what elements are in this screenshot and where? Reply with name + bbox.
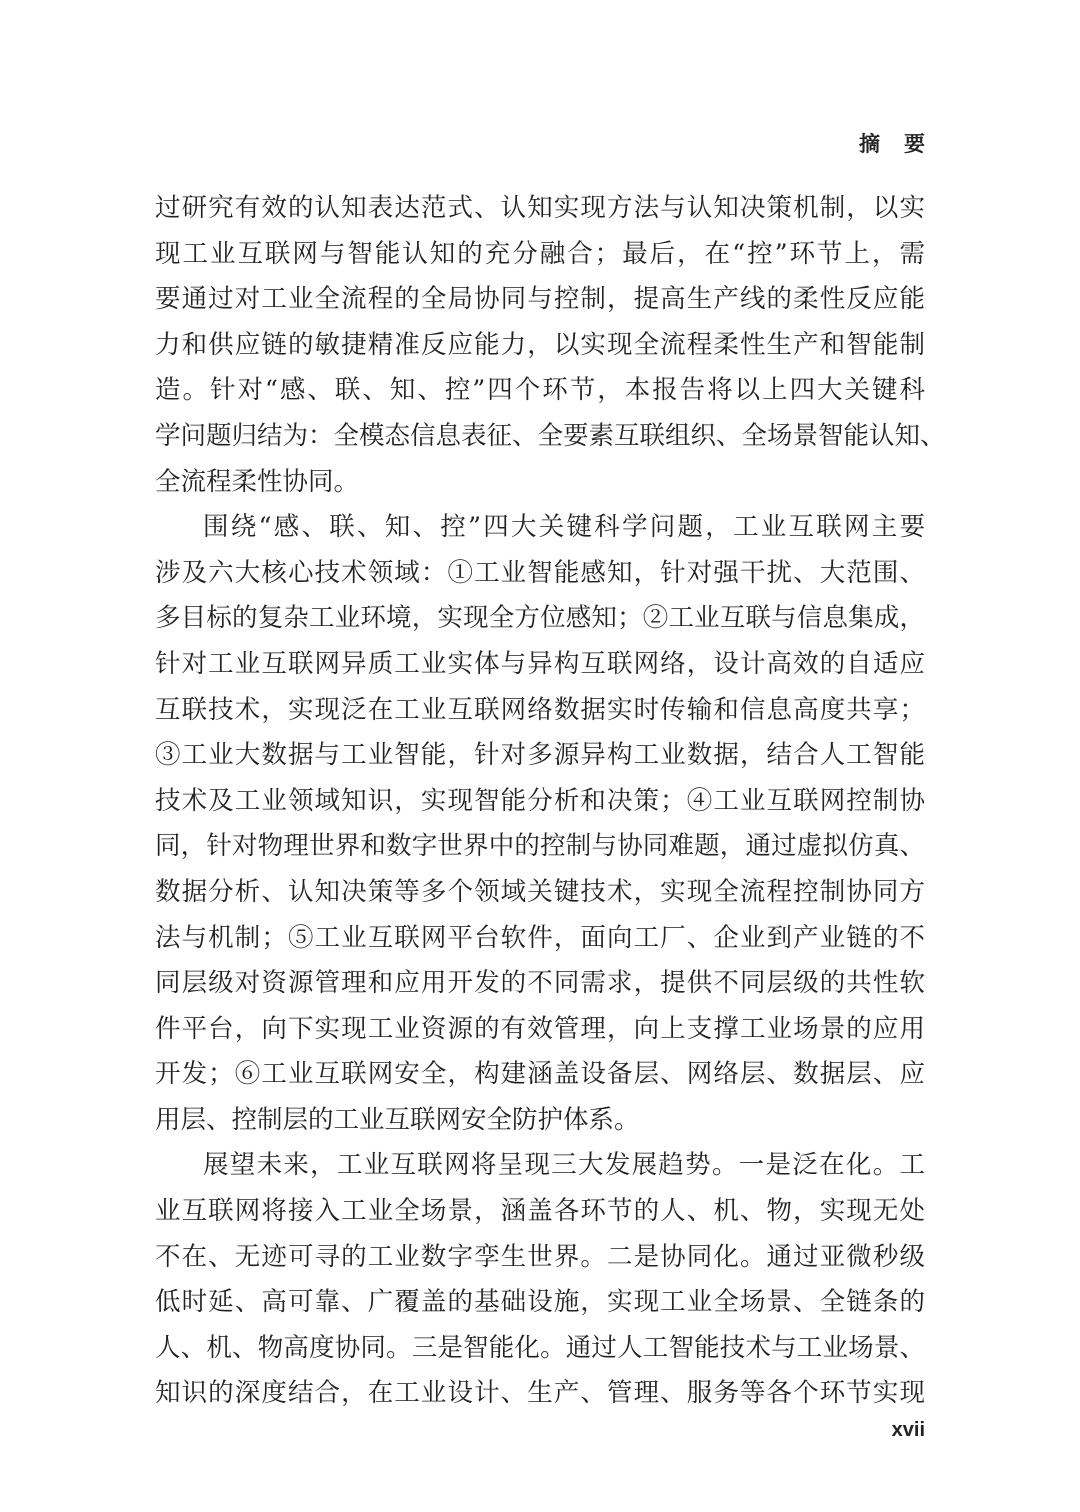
text-line: 造。针对“感、联、知、控”四个环节，本报告将以上四大关键科 — [155, 375, 925, 406]
text-line: 业互联网将接入工业全场景，涵盖各环节的人、机、物，实现无处 — [155, 1196, 925, 1227]
text-line: 涉及六大核心技术领域：①工业智能感知，针对强干扰、大范围、 — [155, 557, 925, 588]
paragraph-1 — [155, 186, 946, 505]
page-number: xvii — [891, 1419, 925, 1441]
text-line: 不在、无迹可寻的工业数字孪生世界。二是协同化。通过亚微秒级 — [155, 1241, 925, 1272]
text-line: 学问题归结为：全模态信息表征、全要素互联组织、全场景智能认知、 — [155, 420, 946, 451]
text-line: 人、机、物高度协同。三是智能化。通过人工智能技术与工业场景、 — [155, 1332, 925, 1363]
text-line: 全流程柔性协同。 — [155, 466, 360, 497]
text-line: 针对工业互联网异质工业实体与异构互联网络，设计高效的自适应 — [155, 648, 925, 679]
text-line: 数据分析、认知决策等多个领域关键技术，实现全流程控制协同方 — [155, 876, 925, 907]
text-line: 件平台，向下实现工业资源的有效管理，向上支撑工业场景的应用 — [155, 1013, 925, 1044]
text-line: 用层、控制层的工业互联网安全防护体系。 — [155, 1104, 640, 1135]
text-line: 同，针对物理世界和数字世界中的控制与协同难题，通过虚拟仿真、 — [155, 831, 925, 862]
text-line: 过研究有效的认知表达范式、认知实现方法与认知决策机制，以实 — [155, 193, 925, 223]
text-line: 多目标的复杂工业环境，实现全方位感知；②工业互联与信息集成， — [155, 603, 925, 634]
text-line: 力和供应链的敏捷精准反应能力，以实现全流程柔性生产和智能制 — [155, 329, 925, 360]
body-text — [155, 186, 946, 1417]
text-line: 展望未来，工业互联网将呈现三大发展趋势。一是泛在化。工 — [203, 1150, 925, 1181]
text-line: ③工业大数据与工业智能，针对多源异构工业数据，结合人工智能 — [155, 740, 925, 771]
text-line: 围绕“感、联、知、控”四大关键科学问题，工业互联网主要 — [203, 512, 925, 543]
paragraph-2 — [155, 505, 925, 1143]
text-line: 现工业互联网与智能认知的充分融合；最后，在“控”环节上，需 — [155, 238, 925, 269]
text-line: 法与机制；⑤工业互联网平台软件，面向工厂、企业到产业链的不 — [155, 922, 925, 953]
text-line: 互联技术，实现泛在工业互联网络数据实时传输和信息高度共享； — [155, 694, 925, 725]
paragraph-3 — [155, 1143, 925, 1417]
running-header: 摘要 — [859, 131, 949, 156]
text-line: 低时延、高可靠、广覆盖的基础设施，实现工业全场景、全链条的 — [155, 1287, 925, 1318]
text-line: 知识的深度结合，在工业设计、生产、管理、服务等各个环节实现 — [155, 1378, 925, 1409]
text-line: 要通过对工业全流程的全局协同与控制，提高生产线的柔性反应能 — [155, 284, 925, 315]
text-line: 开发；⑥工业互联网安全，构建涵盖设备层、网络层、数据层、应 — [155, 1059, 925, 1090]
text-line: 技术及工业领域知识，实现智能分析和决策；④工业互联网控制协 — [155, 785, 925, 816]
text-line: 同层级对资源管理和应用开发的不同需求，提供不同层级的共性软 — [155, 968, 925, 999]
